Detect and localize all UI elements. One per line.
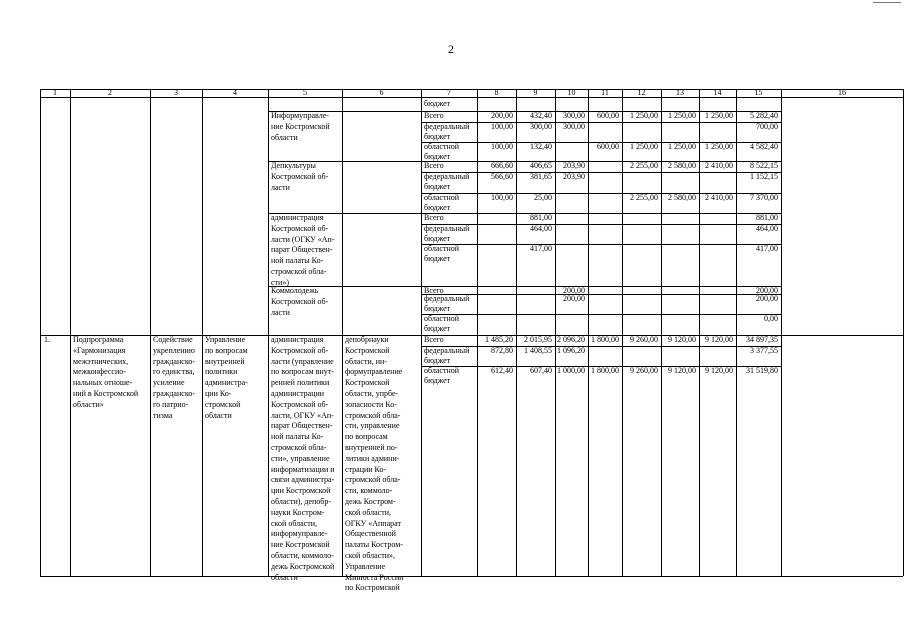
executor-name: Коммолодежь [271, 286, 319, 295]
table-rule [421, 224, 781, 225]
executor-name: стромской обла- [271, 443, 327, 452]
participants: области, ин- [345, 356, 387, 366]
amount: 2 580,00 [668, 161, 696, 170]
corner-mark [873, 2, 901, 3]
executor-name: администрации [271, 389, 325, 398]
amount: 1 408,55 [524, 346, 552, 355]
responsible: Управление [205, 335, 246, 344]
budget-table [40, 88, 903, 593]
amount: 200,00 [756, 286, 778, 295]
goal: гражданско- [153, 389, 195, 398]
executor-name: ние Костромской [271, 121, 330, 131]
column-number: 9 [533, 88, 538, 97]
executor-name: Костромской об- [271, 399, 329, 409]
amount: 4 582,40 [750, 142, 778, 151]
participants: зопасности Ко- [345, 399, 397, 409]
row-label: бюджет [424, 303, 451, 313]
goal: Содействие [153, 335, 193, 344]
participants: стромской обла- [345, 410, 401, 420]
participants: стромской обла- [345, 475, 401, 485]
amount: 1 800,00 [591, 366, 619, 375]
table-rule [421, 122, 781, 123]
column-number: 5 [303, 88, 307, 97]
executor-name: Костромской об- [271, 345, 329, 355]
executor-name: ренней политики [271, 378, 330, 388]
executor-name: ной палаты Ко- [271, 256, 324, 266]
table-rule [903, 89, 904, 576]
amount: 1 485,20 [485, 335, 513, 344]
amount: 203,90 [563, 161, 585, 170]
amount: 417,00 [756, 244, 778, 253]
amount: 200,00 [491, 111, 513, 120]
column-number: 16 [838, 88, 846, 97]
amount: 1 250,00 [705, 142, 733, 151]
table-rule [40, 89, 41, 576]
participants: Общественной [345, 529, 396, 539]
executor-name: ласти [271, 182, 290, 192]
responsible: внутренней [205, 356, 245, 366]
participants: палаты Костром- [345, 540, 403, 550]
amount: 381,65 [530, 172, 552, 181]
participants: сти, управление [345, 421, 400, 431]
executor-name: области [271, 132, 298, 142]
amount: 9 260,00 [630, 335, 658, 344]
participants: сти, коммоло- [345, 486, 393, 496]
amount: 200,00 [563, 294, 585, 303]
responsible: политики [205, 367, 238, 377]
goal: го единства, [153, 367, 195, 377]
participants: страции Ко- [345, 464, 387, 474]
amount: 8 522,15 [750, 161, 778, 170]
amount: 100,00 [491, 193, 513, 202]
row-label: бюджет [424, 323, 451, 333]
row-label: Всего [424, 286, 444, 295]
amount: 1 152,15 [750, 172, 778, 181]
participants: Управление [345, 561, 386, 571]
amount: 9 260,00 [630, 366, 658, 375]
amount: 464,00 [756, 224, 778, 233]
amount: 600,00 [597, 111, 619, 120]
amount: 872,80 [491, 346, 513, 355]
row-label: федеральный [424, 172, 470, 181]
row-label: областной [424, 142, 460, 151]
row-label: областной [424, 193, 460, 202]
amount: 1 800,00 [591, 335, 619, 344]
table-rule [40, 576, 903, 577]
goal: тизма [153, 410, 173, 420]
executor-name: связи администра- [271, 475, 335, 485]
amount: 1 250,00 [668, 111, 696, 120]
amount: 2 015,95 [524, 335, 552, 344]
row-label: областной [424, 244, 460, 253]
responsible: ции Ко- [205, 389, 232, 398]
amount: 200,00 [756, 294, 778, 303]
executor-name: ской области, [271, 518, 318, 528]
executor-name: ласти (управление [271, 356, 334, 366]
amount: 1 250,00 [705, 111, 733, 120]
column-number: 13 [676, 88, 684, 97]
amount: 0,00 [764, 314, 778, 323]
responsible: по вопросам [205, 345, 248, 355]
subprogram-title: ний в Костромской [73, 389, 139, 398]
row-label: бюджет [424, 253, 451, 263]
participants: депобрнауки [345, 335, 389, 344]
amount: 2 410,00 [705, 161, 733, 170]
executor-name: Информуправле- [271, 111, 329, 120]
amount: 300,00 [563, 122, 585, 131]
amount: 1 096,20 [557, 346, 585, 355]
column-number: 4 [233, 88, 237, 97]
column-number: 3 [174, 88, 178, 97]
column-number: 8 [494, 88, 499, 97]
row-label: областной [424, 366, 460, 375]
amount: 2 410,00 [705, 193, 733, 202]
executor-name: парат Общеcтвен- [271, 245, 333, 255]
table-rule [421, 244, 781, 245]
row-label: бюджет [424, 151, 451, 161]
executor-name: информуправле- [271, 529, 328, 539]
row-label: Всего [424, 111, 444, 120]
executor-name: сти», управление [271, 453, 330, 463]
column-number: 15 [754, 88, 763, 97]
executor-name: ласти, ОГКУ «Ап- [271, 410, 334, 420]
table-rule [268, 89, 269, 576]
executor-name: области), депобр- [271, 497, 332, 506]
amount: 881,00 [756, 213, 778, 222]
amount: 666,60 [491, 161, 513, 170]
table-rule [781, 89, 782, 576]
column-number: 11 [601, 88, 609, 97]
column-number: 12 [637, 88, 646, 97]
executor-name: области, коммоло- [271, 551, 334, 560]
amount: 9 120,00 [668, 366, 696, 375]
subprogram-title: межэтнических, [73, 356, 129, 366]
responsible: администра- [205, 378, 248, 388]
executor-name: области [271, 572, 298, 582]
amount: 2 255,00 [630, 193, 658, 202]
table-rule [421, 89, 422, 576]
subprogram-title: Подпрограмма [73, 335, 124, 344]
page-number: 2 [448, 42, 454, 56]
executor-name: парат Общеcтвен- [271, 421, 333, 431]
goal: го патрио- [153, 399, 189, 409]
row-label: Всего [424, 161, 444, 170]
participants: Костромской [345, 378, 390, 388]
cell-text: бюджет [424, 99, 451, 108]
amount: 5 282,40 [750, 111, 778, 120]
amount: 7 370,00 [750, 193, 778, 202]
amount: 607,40 [530, 366, 552, 375]
column-number: 14 [713, 88, 722, 97]
amount: 1 250,00 [630, 142, 658, 151]
amount: 200,00 [563, 286, 585, 295]
row-label: бюджет [424, 375, 451, 385]
amount: 9 120,00 [705, 366, 733, 375]
amount: 464,00 [530, 224, 552, 233]
amount: 25,00 [534, 193, 552, 202]
executor-name: по вопросам внут- [271, 367, 334, 377]
row-label: федеральный [424, 122, 470, 131]
row-label: Всего [424, 335, 444, 344]
executor-name: Костромской об- [271, 171, 329, 181]
table-rule [202, 89, 203, 576]
executor-name: информатизации и [271, 464, 335, 474]
row-label: федеральный [424, 294, 470, 303]
amount: 3 377,55 [750, 346, 778, 355]
amount: 203,90 [563, 172, 585, 181]
amount: 1 250,00 [668, 142, 696, 151]
table-rule [588, 89, 589, 576]
row-number: 1. [44, 335, 50, 344]
responsible: области [205, 410, 232, 420]
amount: 881,00 [530, 213, 552, 222]
executor-name: администрация [271, 213, 324, 222]
executor-name: ласти (ОГКУ «Ап- [271, 234, 335, 244]
row-label: Всего [424, 213, 444, 222]
executor-name: дежь Костромской [271, 561, 335, 571]
table-rule [70, 89, 71, 576]
amount: 34 897,35 [746, 335, 778, 344]
amount: 100,00 [491, 142, 513, 151]
executor-name: Костромской об- [271, 223, 329, 233]
amount: 612,40 [491, 366, 513, 375]
amount: 1 000,00 [557, 366, 585, 375]
amount: 100,00 [491, 122, 513, 131]
executor-name: ной палаты Ко- [271, 432, 324, 442]
participants: по Костромской [345, 583, 400, 593]
table-rule [342, 89, 343, 576]
executor-name: Костромской об- [271, 296, 329, 306]
executor-name: стромской обла- [271, 267, 327, 276]
table-rule [421, 346, 781, 347]
column-number: 6 [379, 88, 384, 97]
amount: 2 255,00 [630, 161, 658, 170]
amount: 2 096,20 [557, 335, 585, 344]
subprogram-title: межконфессио- [73, 367, 126, 377]
row-label: бюджет [424, 233, 451, 243]
participants: по вопросам [345, 432, 388, 442]
table-rule [421, 314, 781, 315]
table-rule [421, 294, 781, 295]
amount: 2 580,00 [668, 193, 696, 202]
executor-name: ние Костромской [271, 540, 330, 550]
executor-name: администрация [271, 335, 324, 344]
responsible: стромской [205, 399, 241, 409]
row-label: бюджет [424, 202, 451, 212]
goal: усиление [153, 378, 185, 388]
column-number: 7 [447, 88, 451, 97]
amount: 300,00 [563, 111, 585, 120]
table-rule [268, 286, 781, 287]
subprogram-title: «Гармонизация [73, 345, 126, 355]
executor-name: сти») [271, 277, 289, 287]
amount: 406,65 [530, 161, 552, 170]
amount: 432,40 [530, 111, 552, 120]
amount: 566,60 [491, 172, 513, 181]
participants: дежь Костром- [345, 497, 396, 506]
executor-name: Депкультуры [271, 161, 316, 170]
amount: 1 250,00 [630, 111, 658, 120]
executor-name: ласти [271, 307, 290, 317]
column-number: 10 [567, 88, 576, 97]
participants: области, упрбе- [345, 389, 399, 398]
participants: ской области, [345, 507, 392, 517]
amount: 132,40 [530, 142, 552, 151]
table-rule [421, 172, 781, 173]
amount: 9 120,00 [705, 335, 733, 344]
participants: внутренней по- [345, 443, 398, 452]
column-number: 2 [108, 88, 112, 97]
executor-name: ции Костромской [271, 486, 331, 496]
participants: ской области», [345, 551, 396, 560]
row-label: федеральный [424, 224, 470, 233]
column-number: 1 [53, 88, 57, 97]
amount: 417,00 [530, 244, 552, 253]
row-label: бюджет [424, 131, 451, 141]
amount: 9 120,00 [668, 335, 696, 344]
row-label: федеральный [424, 346, 470, 355]
amount: 700,00 [756, 122, 778, 131]
table-rule [150, 89, 151, 576]
participants: формуправление [345, 367, 403, 377]
participants: литики админи- [345, 453, 400, 463]
subprogram-title: нальных отноше- [73, 378, 133, 388]
participants: Костромской [345, 345, 390, 355]
row-label: бюджет [424, 355, 451, 365]
participants: ОГКУ «Аппарат [345, 518, 401, 528]
row-label: областной [424, 314, 460, 323]
participants: Минюста России [345, 572, 404, 582]
goal: укреплению [153, 345, 195, 355]
subprogram-title: области» [73, 399, 104, 409]
amount: 31 519,80 [746, 366, 778, 375]
amount: 600,00 [597, 142, 619, 151]
executor-name: науки Костром- [271, 507, 325, 517]
row-label: бюджет [424, 181, 451, 191]
amount: 300,00 [530, 122, 552, 131]
goal: гражданско- [153, 356, 195, 366]
